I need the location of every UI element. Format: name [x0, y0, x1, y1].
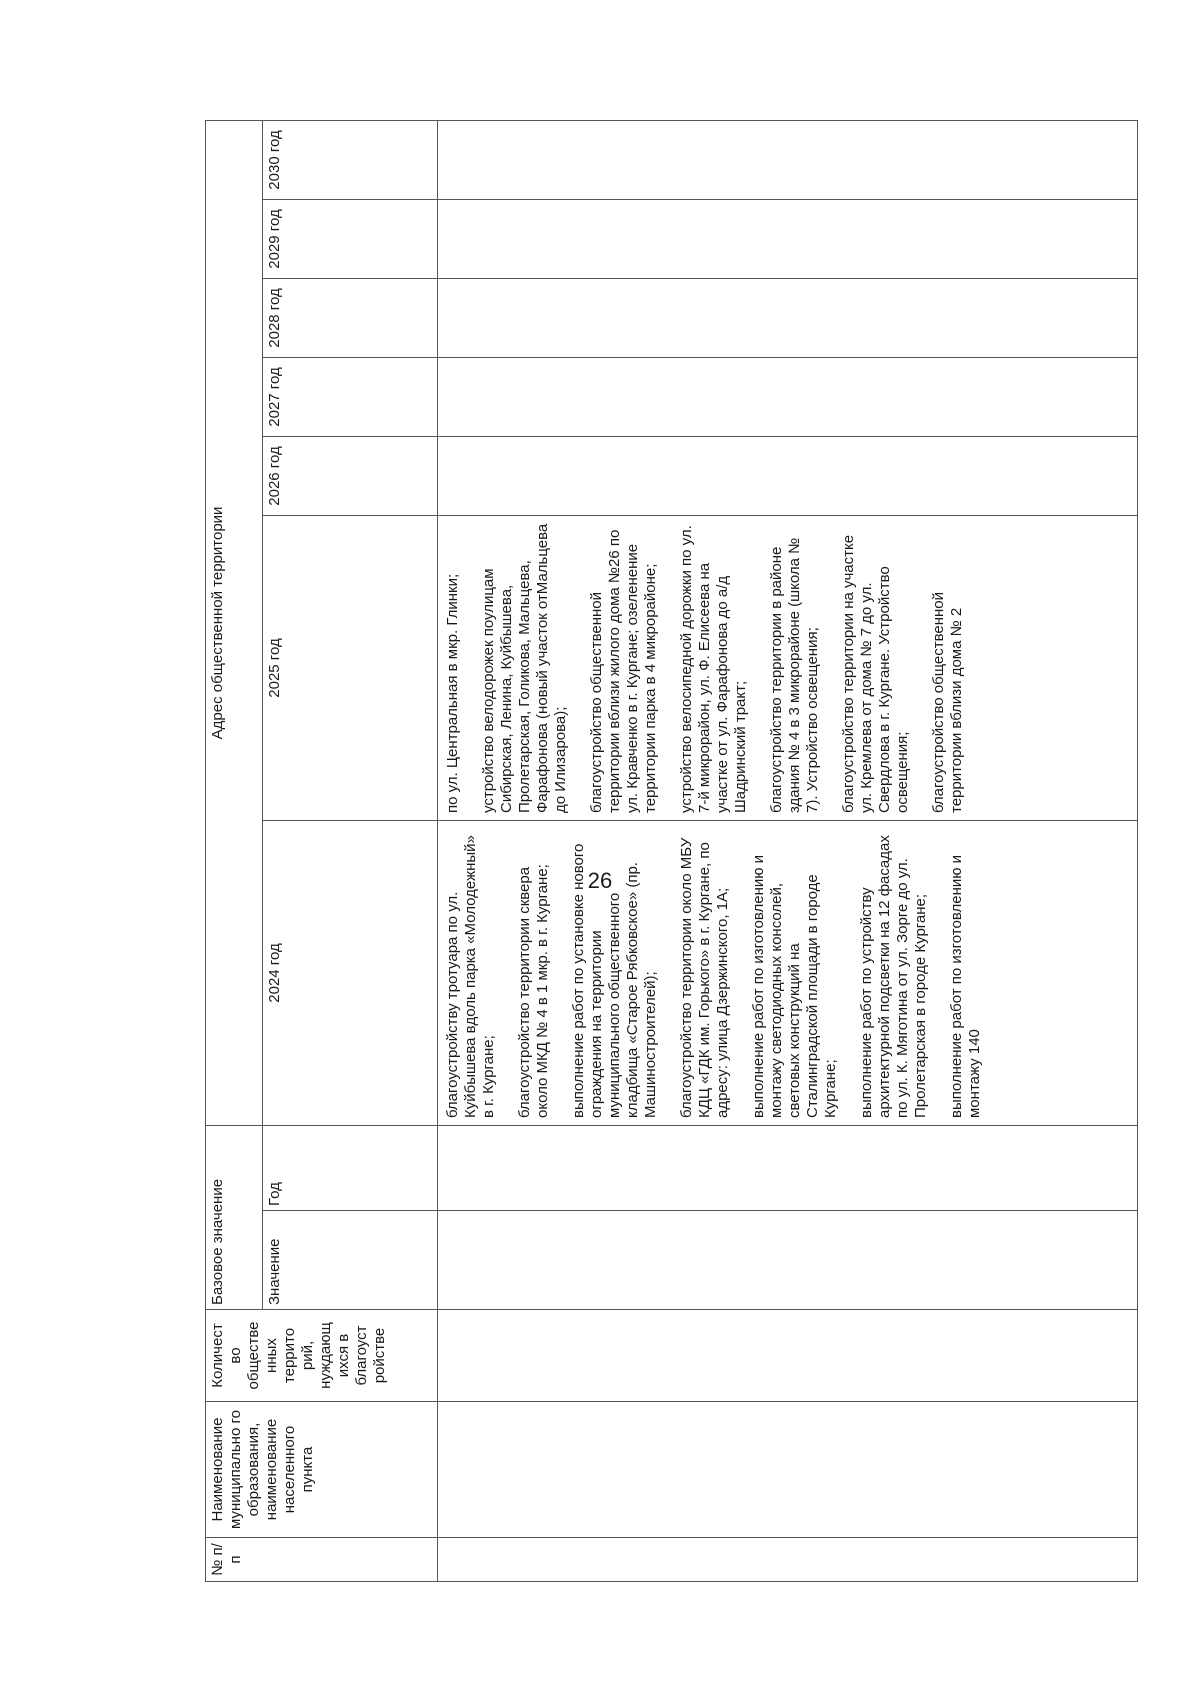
address-item: устройство велосипедной дорожки по ул. 7-й микрорайон, ул. Ф. Елисеева на участке от ул. Фарафонова до а/д Шадринский тракт; — [678, 525, 749, 813]
address-item: благоустройство общественной территории вблизи жилого дома №26 по ул. Кравченко в г. Кургане; озеленение территории парка в 4 микрорайоне; — [588, 529, 659, 813]
table-row — [438, 120, 1138, 1581]
address-item: благоустройство территории около МБУ КДЦ «ГДК им. Горького» в г. Кургане, по адресу: улица Дзержинского, 1А; — [678, 837, 731, 1118]
header-year-2027: 2027 год — [263, 358, 438, 437]
cell-addresses-2025 — [438, 516, 1138, 821]
header-year-2029: 2029 год — [263, 200, 438, 279]
header-base-value-year: Год — [263, 1126, 438, 1211]
cell-addresses-2024 — [438, 821, 1138, 1126]
address-item: благоустройство территории в районе здания № 4 в 3 микрорайоне (школа № 7). Устройство освещения; — [768, 537, 821, 813]
header-territory-count: Количест во обществе нных террито рий, нуждающ ихся в благоуст ройстве — [206, 1310, 438, 1402]
header-year-2028: 2028 год — [263, 279, 438, 358]
address-item: устройство велодорожек поулицам Сибирская, Ленина, Куйбышева, Пролетарская, Голикова, Мальцева, Фарафонова (новый участок отМальцева до Илизарова); — [480, 523, 569, 813]
address-item: благоустройство территории на участке ул. Кремлева от дома № 7 до ул. Свердлова в г. Кургане. Устройство освещения; — [840, 534, 911, 813]
header-base-value: Базовое значение — [206, 1126, 263, 1310]
address-item: по ул. Центральная в мкр. Глинки; — [444, 573, 461, 813]
cell-base-year — [438, 1126, 1138, 1211]
address-item: выполнение работ по изготовлению и монтажу 140 — [948, 854, 983, 1118]
header-address: Адрес общественной территории — [206, 120, 263, 1125]
header-municipality-name: Наименование муниципально го образования, наименование населенного пункта — [206, 1402, 438, 1538]
cell-addresses-2026 — [438, 437, 1138, 516]
address-item: благоустройство территории сквера около МКД № 4 в 1 мкр. в г. Кургане; — [516, 864, 551, 1118]
cell-addresses-2027 — [438, 358, 1138, 437]
address-item: благоустройство общественной территории вблизи дома № 2 — [930, 591, 965, 813]
page-number: 26 — [587, 868, 613, 893]
cell-territory-count — [438, 1310, 1138, 1402]
header-year-2030: 2030 год — [263, 120, 438, 199]
cell-no — [438, 1538, 1138, 1582]
header-year-2026: 2026 год — [263, 437, 438, 516]
header-year-2025: 2025 год — [263, 516, 438, 821]
header-base-value-value: Значение — [263, 1211, 438, 1310]
address-item: выполнение работ по устройству архитектурной подсветки на 12 фасадах по ул. К. Мяготина от ул. Зорге до ул. Пролетарская в городе Кургане; — [858, 835, 929, 1118]
address-item: выполнение работ по установке нового ограждения на территории муниципального общественного кладбища «Старое Рябковское» (пр. Машиностроителей); — [570, 843, 659, 1118]
address-item: выполнение работ по изготовлению и монтажу светодиодных консолей, световых конструкций на Сталинградской площади в городе Кургане; — [750, 854, 839, 1118]
cell-addresses-2029 — [438, 200, 1138, 279]
cell-addresses-2030 — [438, 120, 1138, 199]
header-year-2024: 2024 год — [263, 821, 438, 1126]
address-item: благоустройству тротуара по ул. Куйбышева вдоль парка «Молодежный» в г. Кургане; — [444, 835, 497, 1118]
address-table — [205, 120, 1138, 1582]
header-no: № п/п — [206, 1538, 438, 1582]
cell-municipality-name — [438, 1402, 1138, 1538]
rotated-table-container — [205, 123, 1138, 1582]
cell-base-value — [438, 1211, 1138, 1310]
cell-addresses-2028 — [438, 279, 1138, 358]
